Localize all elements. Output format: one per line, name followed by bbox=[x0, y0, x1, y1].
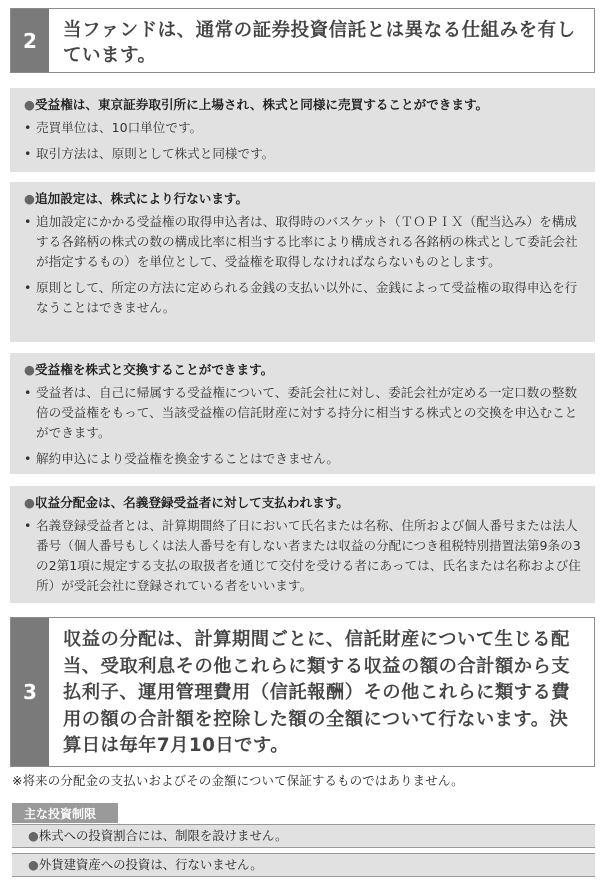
restriction-row: ●株式への投資割合には、制限を設けません。 bbox=[12, 824, 595, 848]
bullet-icon: • bbox=[24, 518, 32, 533]
restriction-row: ●外貨建資産への投資は、行ないません。 bbox=[12, 853, 595, 877]
list-item: • 売買単位は、10口単位です。 bbox=[24, 118, 583, 138]
list-item: • 追加設定にかかる受益権の取得申込者は、取得時のバスケット（ＴＯＰＩＸ（配当込み）を構成する各銘柄の株式の数の構成比率に相当する比率により構成される各銘柄の株式として委託会社が指定するもの）を単位として、受益権を取得しなければならないものとします。 bbox=[24, 214, 578, 269]
bullet-dot-icon: ● bbox=[24, 362, 35, 377]
feature-panel bbox=[10, 88, 595, 172]
bullet-icon: • bbox=[24, 280, 32, 295]
restrictions-title: 主な投資制限 bbox=[12, 803, 118, 823]
list-item: • 取引方法は、原則として株式と同様です。 bbox=[24, 144, 583, 164]
feature-panel bbox=[10, 353, 595, 474]
section-heading: 当ファンドは、通常の証券投資信託とは異なる仕組みを有しています。 bbox=[63, 20, 576, 66]
panel-heading: ●受益権を株式と交換することができます。 bbox=[24, 362, 274, 377]
bullet-icon: • bbox=[24, 385, 32, 400]
bullet-dot-icon: ● bbox=[24, 97, 35, 112]
list-item: • 受益者は、自己に帰属する受益権について、委託会社に対し、委託会社が定める一定口数の整数倍の受益権をもって、当該受益権の信託財産に対する持分に相当する株式との交換を申込むことができます。 bbox=[24, 385, 578, 440]
feature-panel bbox=[10, 486, 595, 603]
bullet-dot-icon: ● bbox=[28, 857, 39, 872]
bullet-dot-icon: ● bbox=[24, 191, 35, 206]
bullet-icon: • bbox=[24, 146, 32, 161]
section-2-box bbox=[10, 8, 595, 73]
bullet-icon: • bbox=[24, 451, 32, 466]
bullet-dot-icon: ● bbox=[24, 495, 35, 510]
panel-heading: ●追加設定は、株式により行ないます。 bbox=[24, 191, 249, 206]
section-heading: 収益の分配は、計算期間ごとに、信託財産について生じる配当、受取利息その他これらに類する収益の額の合計額から支払利子、運用管理費用（信託報酬）その他これらに類する費用の額の合計額を控除した額の全額について行ないます。決算日は毎年7月10日です。 bbox=[63, 629, 571, 756]
panel-heading: ●受益権は、東京証券取引所に上場され、株式と同様に売買することができます。 bbox=[24, 97, 489, 112]
section-number: 3 bbox=[11, 618, 49, 766]
disclaimer-note: ※将来の分配金の支払いおよびその金額について保証するものではありません。 bbox=[12, 773, 464, 788]
bullet-icon: • bbox=[24, 120, 32, 135]
list-item: • 名義登録受益者とは、計算期間終了日において氏名または名称、住所および個人番号または法人番号（個人番号もしくは法人番号を有しない者または収益の分配につき租税特別措置法第9条の3の2第1項に規定する支払の取扱者を通じて交付を受ける者にあっては、氏名または名称および住所）が受託会社に登録されている者をいいます。 bbox=[24, 518, 581, 593]
list-item: • 原則として、所定の方法に定められる金銭の支払い以外に、金銭によって受益権の取得申込を行なうことはできません。 bbox=[24, 280, 578, 315]
section-number: 2 bbox=[11, 9, 49, 72]
bullet-icon: • bbox=[24, 214, 32, 229]
list-item: • 解約申込により受益権を換金することはできません。 bbox=[24, 449, 583, 469]
feature-panel bbox=[10, 182, 595, 342]
panel-heading: ●収益分配金は、名義登録受益者に対して支払われます。 bbox=[24, 495, 349, 510]
bullet-dot-icon: ● bbox=[28, 828, 39, 843]
section-3-box bbox=[10, 617, 595, 767]
